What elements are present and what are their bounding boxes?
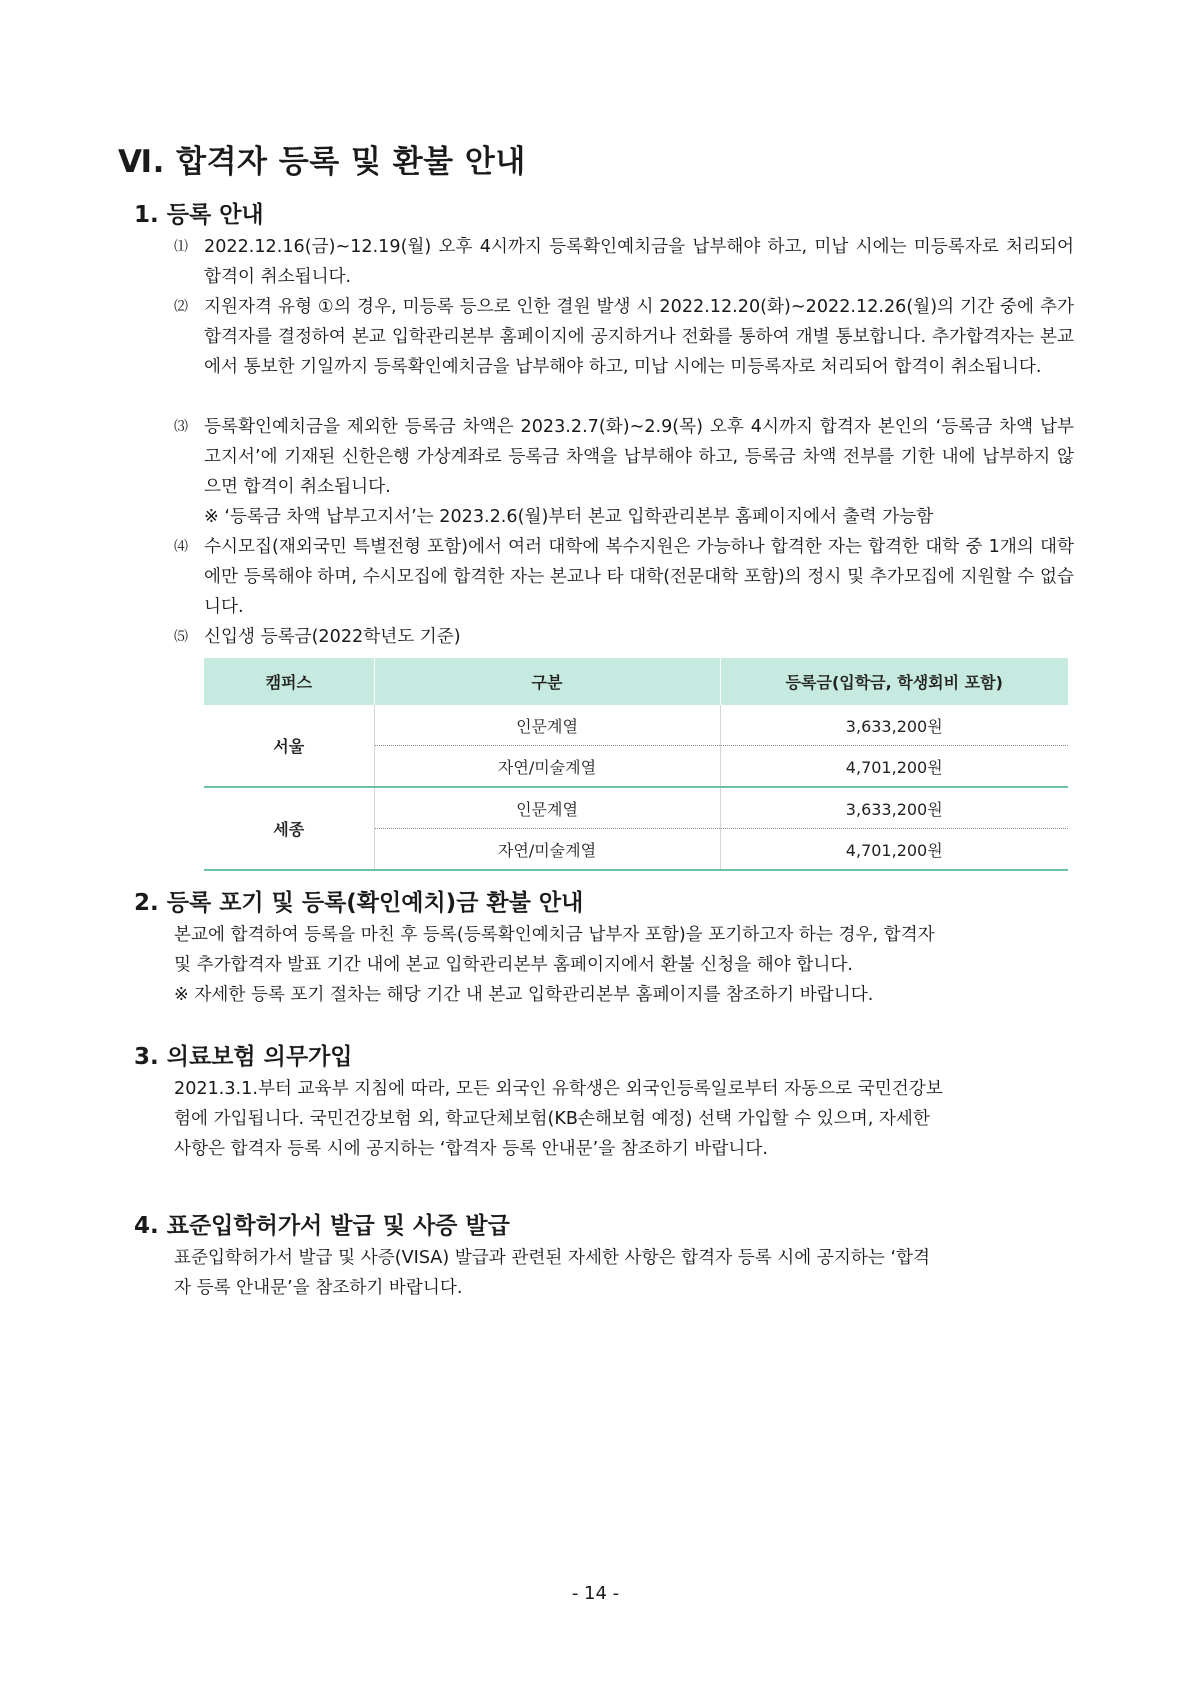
table-header-row xyxy=(204,658,1068,705)
header-fee: 등록금(입학금, 학생회비 포함) xyxy=(720,658,1068,705)
header-campus: 캠퍼스 xyxy=(204,658,374,705)
campus-cell: 세종 xyxy=(204,787,374,870)
registration-item-3 xyxy=(174,412,1074,502)
item-marker: ⑷ xyxy=(174,539,188,555)
table-row xyxy=(204,787,1068,829)
category-cell: 인문계열 xyxy=(374,705,720,746)
item-text: 지원자격 유형 ①의 경우, 미등록 등으로 인한 결원 발생 시 2022.12.20(화)~2022.12.26(월)의 기간 중에 추가합격자를 결정하여 본교 입학관리본부 홈페이지에 공지하거나 전화를 통하여 개별 통보합니다. 추가합격자는 본교에서 통보한 기일까지 등록확인예치금을 납부해야 하고, 미납 시에는 미등록자로 처리되어 합격이 취소됩니다. xyxy=(204,297,1074,377)
page-number: - 14 - xyxy=(571,1583,620,1604)
item-marker: ⑶ xyxy=(174,419,188,435)
category-cell: 인문계열 xyxy=(374,787,720,829)
paragraph-line: 표준입학허가서 발급 및 사증(VISA) 발급과 관련된 자세한 사항은 합격자 등록 시에 공지하는 ‘합격 xyxy=(174,1248,931,1268)
fee-cell: 3,633,200원 xyxy=(720,705,1068,746)
heading-refund: 2. 등록 포기 및 등록(확인예치)금 환불 안내 xyxy=(134,890,584,916)
table-row xyxy=(204,705,1068,746)
fee-cell: 4,701,200원 xyxy=(720,829,1068,871)
visa-paragraph xyxy=(174,1243,1074,1303)
registration-note: ※ ‘등록금 차액 납부고지서’는 2023.2.6(월)부터 본교 입학관리본부 홈페이지에서 출력 가능함 xyxy=(204,507,934,527)
tuition-table xyxy=(204,658,1068,871)
heading-insurance: 3. 의료보험 의무가입 xyxy=(134,1044,353,1070)
category-cell: 자연/미술계열 xyxy=(374,746,720,788)
paragraph-line: 자 등록 안내문’을 참조하기 바랍니다. xyxy=(174,1278,463,1298)
paragraph-line: 및 추가합격자 발표 기간 내에 본교 입학관리본부 홈페이지에서 환불 신청을 해야 합니다. xyxy=(174,955,853,975)
category-cell: 자연/미술계열 xyxy=(374,829,720,871)
item-marker: ⑸ xyxy=(174,629,188,645)
registration-item-5 xyxy=(174,622,1074,652)
item-text: 2022.12.16(금)~12.19(월) 오후 4시까지 등록확인예치금을 납부해야 하고, 미납 시에는 미등록자로 처리되어 합격이 취소됩니다. xyxy=(204,237,1074,287)
registration-item-2 xyxy=(174,292,1074,382)
insurance-paragraph xyxy=(174,1074,1074,1164)
item-marker: ⑵ xyxy=(174,299,188,315)
paragraph-line: 험에 가입됩니다. 국민건강보험 외, 학교단체보험(KB손해보험 예정) 선택 가입할 수 있으며, 자세한 xyxy=(174,1109,930,1129)
registration-item-4 xyxy=(174,532,1074,622)
campus-cell: 서울 xyxy=(204,705,374,787)
fee-cell: 4,701,200원 xyxy=(720,746,1068,788)
paragraph-line: 사항은 합격자 등록 시에 공지하는 ‘합격자 등록 안내문’을 참조하기 바랍니다. xyxy=(174,1139,768,1159)
heading-visa: 4. 표준입학허가서 발급 및 사증 발급 xyxy=(134,1213,510,1239)
paragraph-line: ※ 자세한 등록 포기 절차는 해당 기간 내 본교 입학관리본부 홈페이지를 참조하기 바랍니다. xyxy=(174,985,874,1005)
registration-item-1 xyxy=(174,232,1074,292)
paragraph-line: 본교에 합격하여 등록을 마친 후 등록(등록확인예치금 납부자 포함)을 포기하고자 하는 경우, 합격자 xyxy=(174,925,935,945)
refund-paragraph xyxy=(174,920,1074,1010)
item-text: 신입생 등록금(2022학년도 기준) xyxy=(204,627,461,647)
item-text: 등록확인예치금을 제외한 등록금 차액은 2023.2.7(화)~2.9(목) 오후 4시까지 합격자 본인의 ‘등록금 차액 납부고지서’에 기재된 신한은행 가상계좌로 등록금 차액을 납부해야 하고, 등록금 차액 전부를 기한 내에 납부하지 않으면 합격이 취소됩니다. xyxy=(204,417,1074,497)
fee-cell: 3,633,200원 xyxy=(720,787,1068,829)
item-text: 수시모집(재외국민 특별전형 포함)에서 여러 대학에 복수지원은 가능하나 합격한 자는 합격한 대학 중 1개의 대학에만 등록해야 하며, 수시모집에 합격한 자는 본교나 타 대학(전문대학 포함)의 정시 및 추가모집에 지원할 수 없습니다. xyxy=(204,537,1074,617)
section-title: Ⅵ. 합격자 등록 및 환불 안내 xyxy=(118,144,526,180)
heading-registration: 1. 등록 안내 xyxy=(134,202,264,228)
header-category: 구분 xyxy=(374,658,720,705)
paragraph-line: 2021.3.1.부터 교육부 지침에 따라, 모든 외국인 유학생은 외국인등록일로부터 자동으로 국민건강보 xyxy=(174,1079,943,1099)
item-marker: ⑴ xyxy=(174,239,188,255)
